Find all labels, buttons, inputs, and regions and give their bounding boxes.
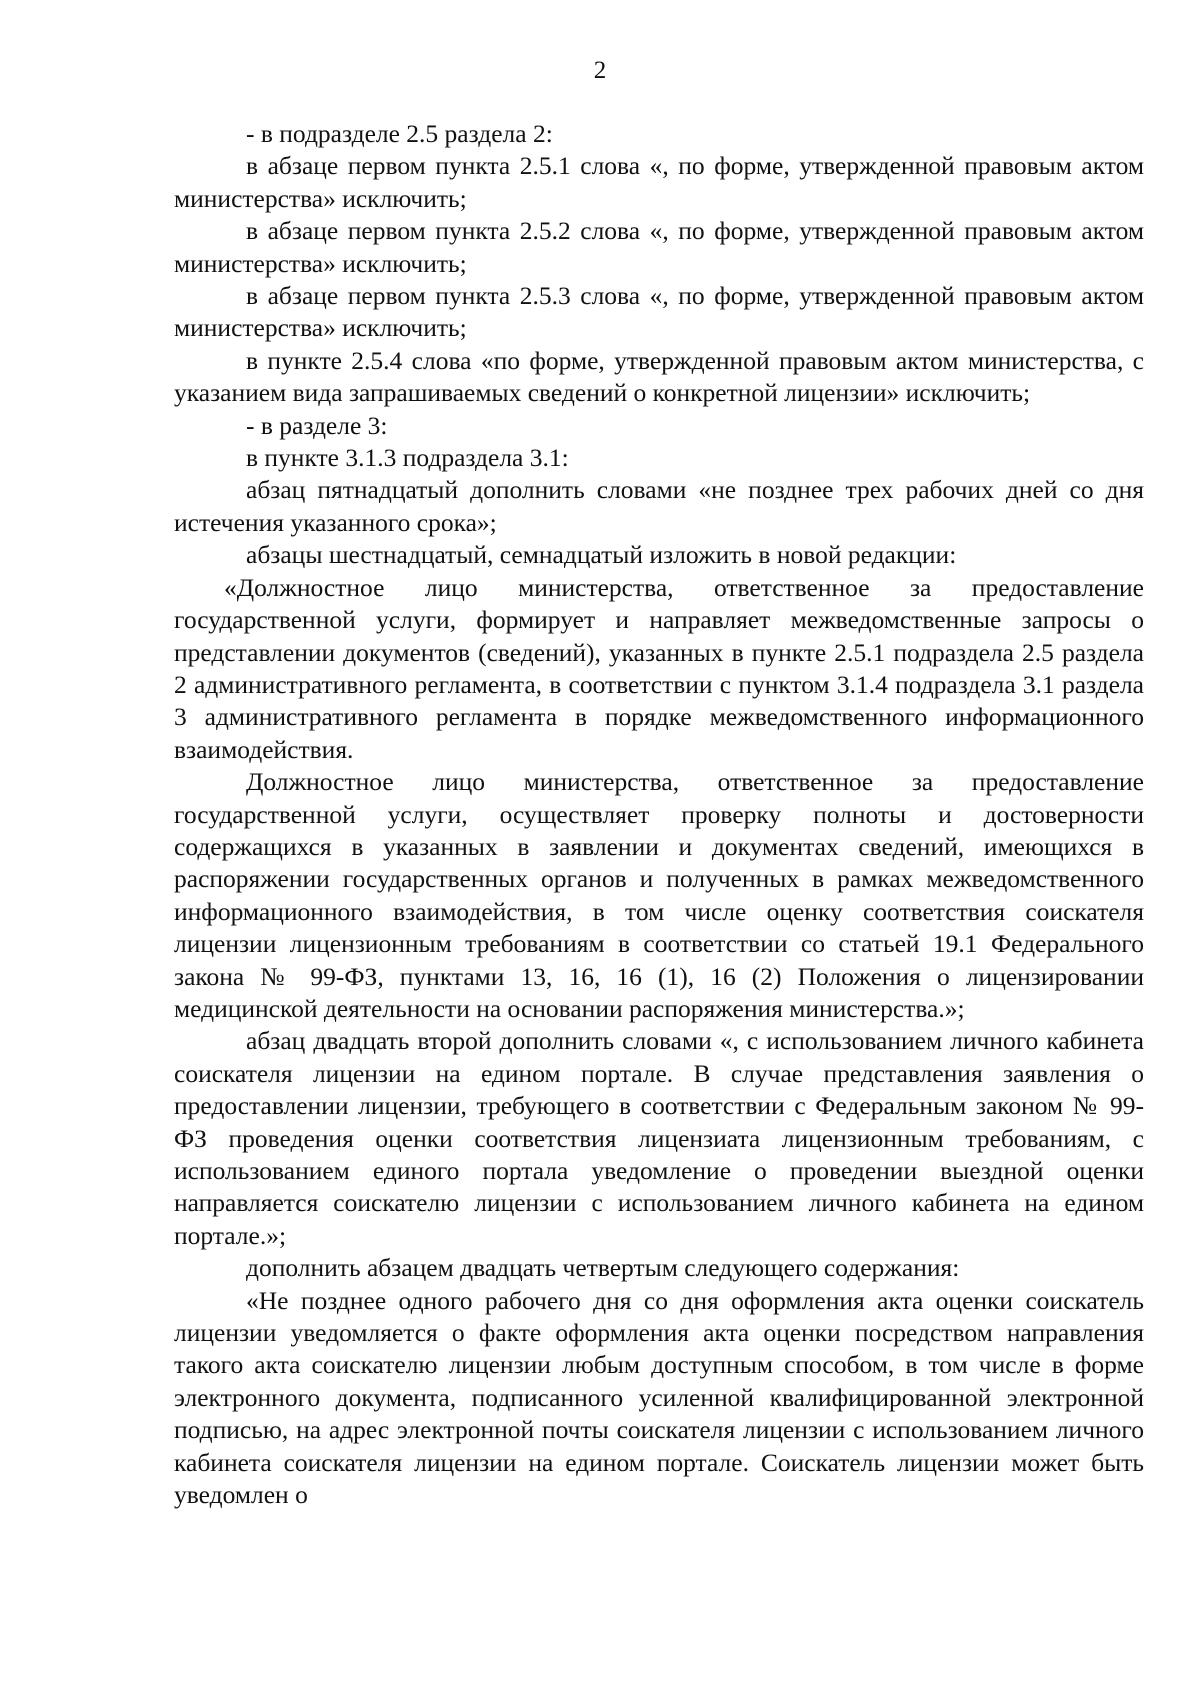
paragraph-item-2-5-2: в абзаце первом пункта 2.5.2 слова «, по форме, утвержденной правовым актом министерства» исключить; [174,216,1144,278]
paragraph-twenty-second: абзац двадцать второй дополнить словами «, с использованием личного кабинета соискателя лицензии на едином портале. В случае представления заявления о предоставлении лицензии, требующего в соответствии с Федеральным законом № 99-ФЗ проведения оценки соответствия лицензиата лицензионным требованиям, с использованием единого портала уведомление о проведении выездной оценки направляется соискателю лицензии с использованием личного кабинета на едином портале.»; [174,1026,1144,1250]
paragraph-item-2-5-1: в абзаце первом пункта 2.5.1 слова «, по форме, утвержденной правовым актом министерства» исключить; [174,151,1144,213]
paragraph-section-3: - в разделе 3: [246,410,388,440]
paragraph-quote-official-verification: Должностное лицо министерства, ответственное за предоставление государственной услуги, осуществляет проверку полноты и достоверности содержащихся в указанных в заявлении и документах сведений, имеющихся в распоряжении государственных органов и полученных в рамках межведомственного информационного взаимодействия, в том числе оценку соответствия соискателя лицензии лицензионным требованиям в соответствии со статьей 19.1 Федерального закона № 99-ФЗ, пунктами 13, 16, 16 (1), 16 (2) Положения о лицензировании медицинской деятельности на основании распоряжения министерства.»; [174,767,1144,1023]
paragraph-item-3-1-3: в пункте 3.1.3 подраздела 3.1: [246,443,569,473]
paragraph-twenty-fourth-intro: дополнить абзацем двадцать четвертым следующего содержания: [246,1253,960,1283]
paragraph-subsection-2-5: - в подразделе 2.5 раздела 2: [246,119,553,148]
paragraph-quote-official-requests: «Должностное лицо министерства, ответственное за предоставление государственной услуги, формирует и направляет межведомственные запросы о представлении документов (сведений), указанных в пункте 2.5.1 подраздела 2.5 раздела 2 административного регламента, в соответствии с пунктом 3.1.4 подраздела 3.1 раздела 3 административного регламента в порядке межведомственного информационного взаимодействия. [174,572,1144,764]
paragraph-item-2-5-3: в абзаце первом пункта 2.5.3 слова «, по форме, утвержденной правовым актом министерства» исключить; [174,281,1144,343]
paragraph-fifteenth: абзац пятнадцатый дополнить словами «не позднее трех рабочих дней со дня истечения указанного срока»; [174,475,1144,537]
paragraph-quote-assessment-act: «Не позднее одного рабочего дня со дня оформления акта оценки соискатель лицензии уведомляется о факте оформления акта оценки посредством направления такого акта соискателю лицензии любым доступным способом, в том числе в форме электронного документа, подписанного усиленной квалифицированной электронной подписью, на адрес электронной почты соискателя лицензии с использованием личного кабинета соискателя лицензии на едином портале. Соискатель лицензии может быть уведомлен о [174,1285,1144,1510]
paragraph-item-2-5-4: в пункте 2.5.4 слова «по форме, утвержденной правовым актом министерства, с указанием вида запрашиваемых сведений о конкретной лицензии» исключить; [174,345,1144,408]
page-number: 2 [593,57,607,84]
paragraph-sixteenth-seventeenth: абзацы шестнадцатый, семнадцатый изложить в новой редакции: [246,540,957,570]
document-body [174,118,1144,1511]
